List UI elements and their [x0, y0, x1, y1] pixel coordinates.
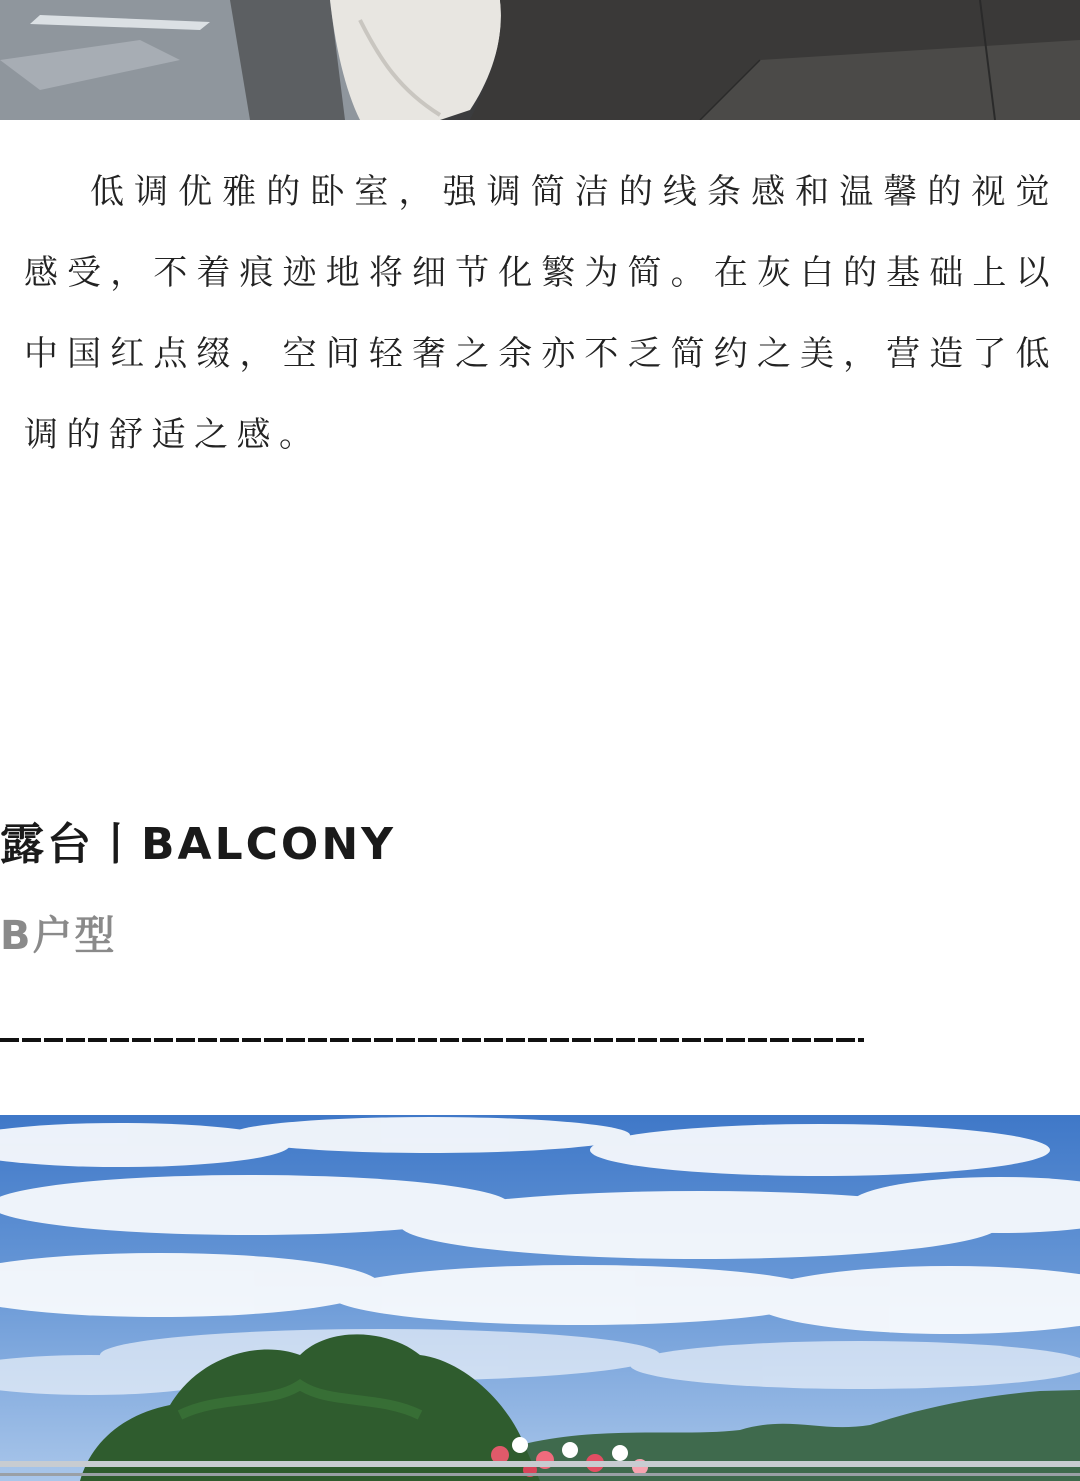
- dashed-divider: [0, 1038, 864, 1042]
- section-subtitle: B户型: [0, 913, 117, 959]
- bedroom-description: 低调优雅的卧室，强调简洁的线条感和温馨的视觉感受，不着痕迹地将细节化繁为简。在灰白的基础上以中国红点缀，空间轻奢之余亦不乏简约之美，营造了低调的舒适之感。: [24, 172, 1058, 455]
- balcony-photo-art: [0, 1115, 1080, 1481]
- section-title: 露台丨BALCONY: [0, 819, 397, 870]
- bedroom-photo-art: [0, 0, 1080, 120]
- balcony-photo: [0, 1115, 1080, 1481]
- bedroom-photo: [0, 0, 1080, 120]
